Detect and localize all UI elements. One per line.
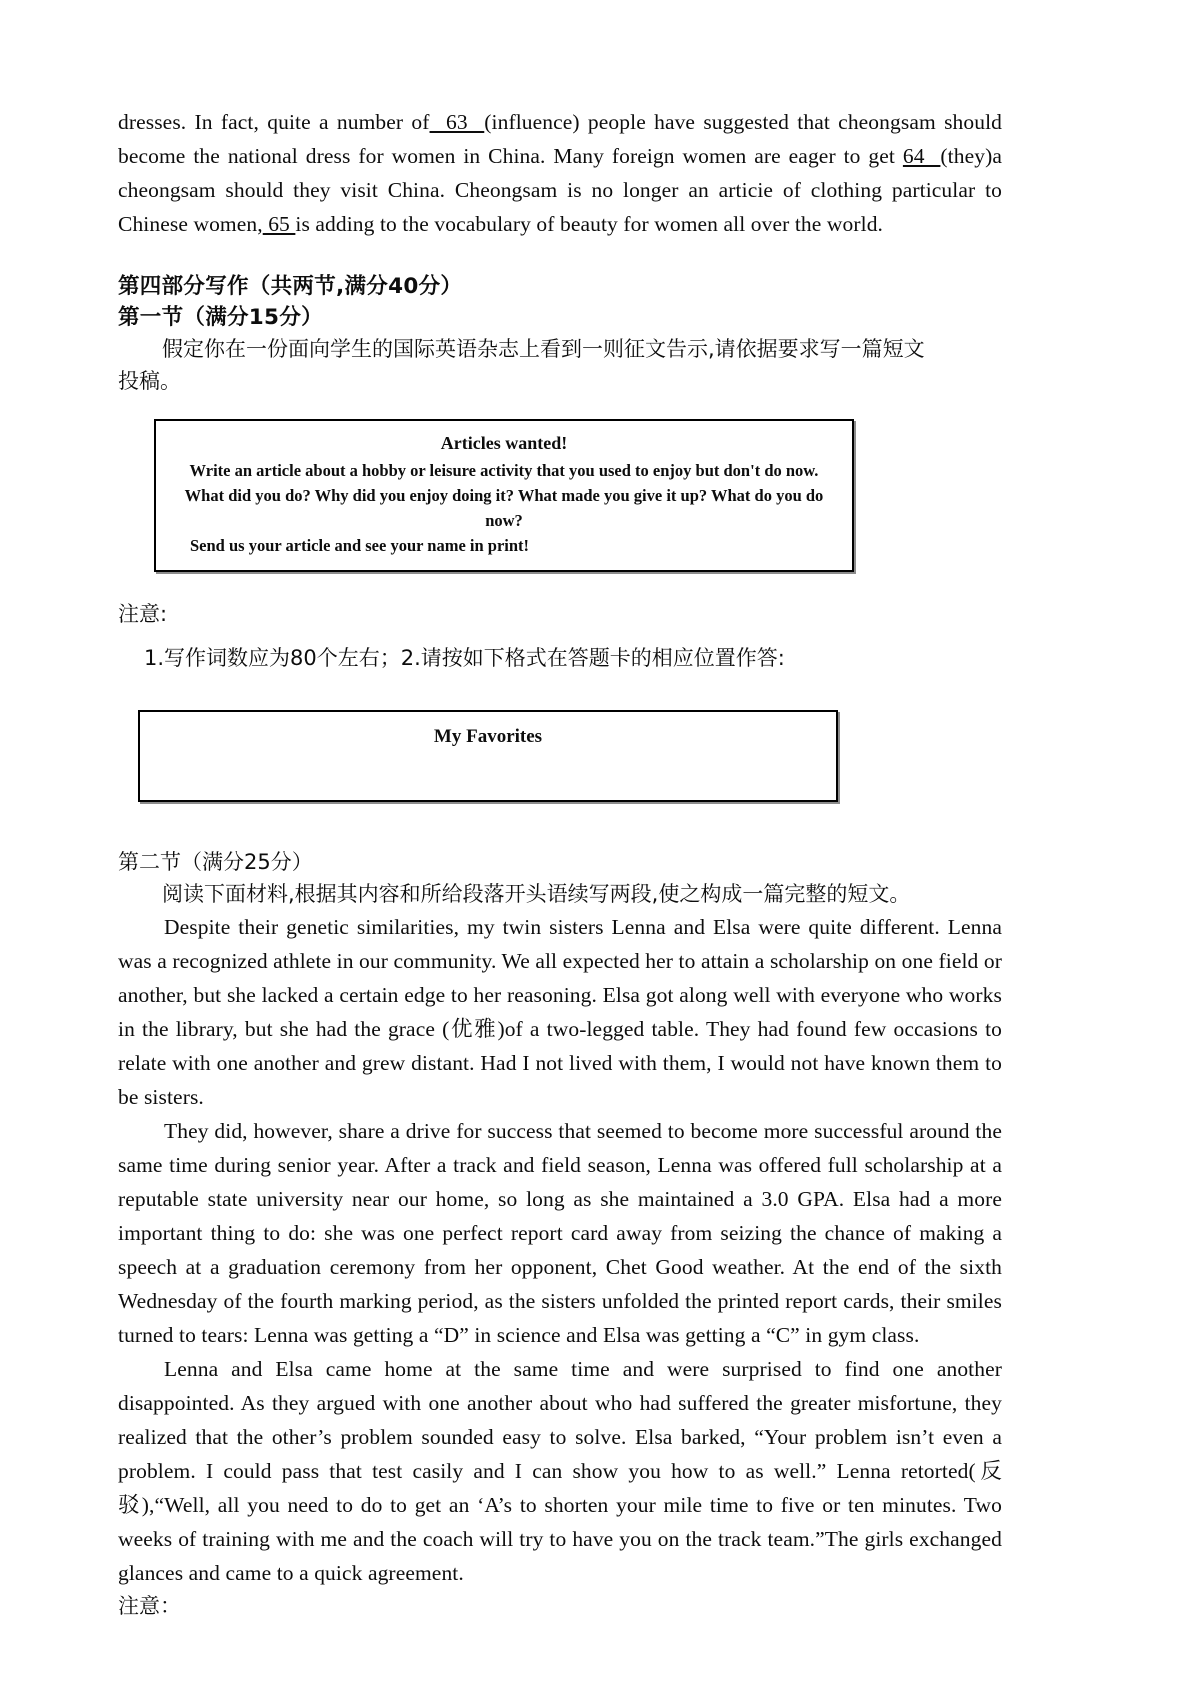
answer-box-title: My Favorites bbox=[433, 726, 543, 747]
section2-paragraph-2: They did, however, share a drive for success that seemed to become more successful around the same time during senior year. After a track and field season, Lenna was offered full scholarship at a reputable state university near our home, so long as she maintained a 3.0 GPA. Elsa had a more important thing to do: she was one perfect report card away from seizing the chance of making a speech at a graduation ceremony from her opponent, Chet Good weather. At the end of the sixth Wednesday of the fourth marking period, as the sisters unfolded the printed report cards, their smiles turned to tears: Lenna was getting a “D” in science and Elsa was getting a “C” in gym class. bbox=[118, 1119, 1002, 1347]
cloze-tail-paragraph bbox=[118, 105, 1002, 241]
articles-wanted-box bbox=[154, 419, 854, 572]
ad-box-line-2: What did you do? Why did you enjoy doing it? What made you give it up? What do you do now? bbox=[184, 486, 824, 530]
cloze-line1-text-a: dresses. In fact, quite a number of bbox=[118, 110, 430, 134]
page-content bbox=[118, 105, 1002, 1622]
cloze-blank-64: 64 bbox=[902, 144, 941, 168]
cloze-line1-text-b: (influence) people have suggested that cheongsam bbox=[484, 110, 936, 134]
my-favorites-answer-box bbox=[138, 710, 838, 802]
notes-item-1: 1.写作词数应为80个左右；2.请按如下格式在答题卡的相应位置作答: bbox=[144, 646, 785, 670]
cloze-line3-text: (they)a cheongsam should they visit China. Cheongsam is no longer an articie of clothing bbox=[118, 144, 1002, 202]
section1-prompt-line1: 假定你在一份面向学生的国际英语杂志上看到一则征文告示,请依据要求写一篇短文 bbox=[162, 337, 925, 361]
section2-heading: 第二节（满分25分） bbox=[118, 850, 313, 874]
section1-prompt-line2: 投稿。 bbox=[118, 369, 181, 393]
cloze-blank-65: 65 bbox=[262, 212, 296, 236]
cloze-line2-text: should become the national dress for women in China. Many foreign women are eager to get bbox=[118, 110, 1003, 168]
cloze-blank-63: 63 bbox=[429, 110, 485, 134]
part4-section1-heading: 第一节（满分15分） bbox=[118, 305, 323, 330]
ad-box-line-1: Write an article about a hobby or leisure activity that you used to enjoy but don't do now. bbox=[189, 461, 819, 480]
cloze-line4-text-a: particular to Chinese women, bbox=[118, 178, 1002, 236]
notes-label: 注意: bbox=[118, 602, 168, 626]
section2-notes-label: 注意： bbox=[118, 1594, 181, 1618]
cloze-line5-text: world. bbox=[826, 212, 884, 236]
cloze-line4-text-b: is adding to the vocabulary of beauty for women all over the bbox=[295, 212, 822, 236]
ad-box-title: Articles wanted! bbox=[440, 433, 568, 453]
section2-paragraph-1: Despite their genetic similarities, my twin sisters Lenna and Elsa were quite different. Lenna was a recognized athlete in our community. We all expected her to attain a scholarship on one field or another, but she lacked a certain edge to her reasoning. Elsa got along well with everyone who works in the library, but she had the grace (优雅)of a two-legged table. They had found few occasions to relate with one another and grew distant. Had I not lived with them, I would not have known them to be sisters. bbox=[118, 915, 1002, 1109]
part4-heading: 第四部分写作（共两节,满分40分） bbox=[118, 274, 463, 299]
ad-box-line-3: Send us your article and see your name in print! bbox=[190, 536, 530, 555]
section2-prompt: 阅读下面材料,根据其内容和所给段落开头语续写两段,使之构成一篇完整的短文。 bbox=[162, 882, 911, 906]
section2-paragraph-3: Lenna and Elsa came home at the same time and were surprised to find one another disappointed. As they argued with one another about who had suffered the greater misfortune, they realized that the other’s problem sounded easy to solve. Elsa barked, “Your problem isn’t even a problem. I could pass that test casily and I can show you how to as well.” Lenna retorted(反驳),“Well, all you need to do to get an ‘A’s to shorten your mile time to five or ten minutes. Two weeks of training with me and the coach will try to have you on the track team.”The girls exchanged glances and came to a quick agreement. bbox=[118, 1357, 1002, 1585]
